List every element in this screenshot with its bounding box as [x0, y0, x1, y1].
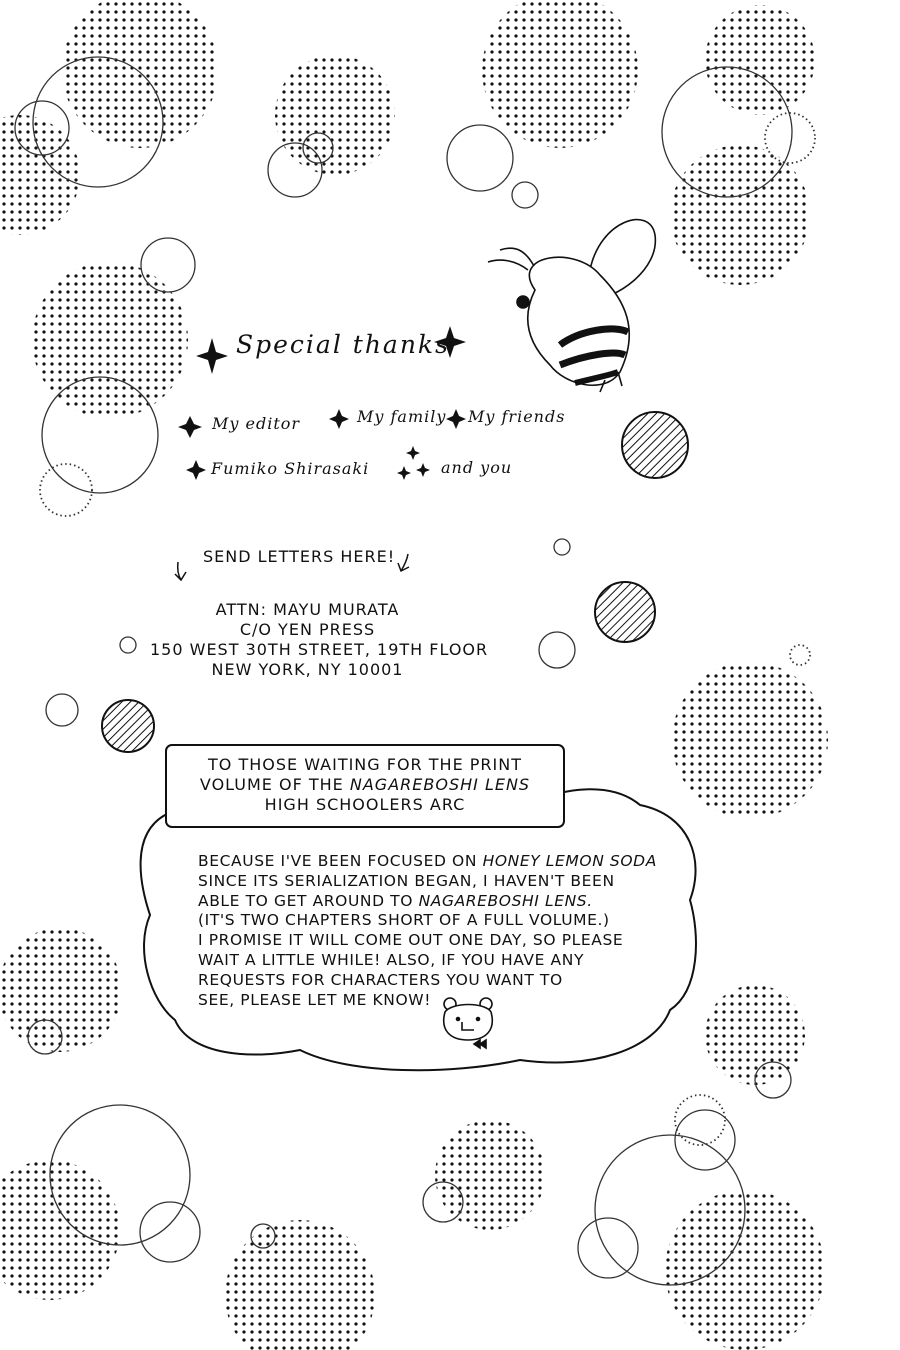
- note-body-line: I PROMISE IT WILL COME OUT ONE DAY, SO PLEASE: [198, 931, 624, 950]
- note-body: [198, 852, 657, 1010]
- thanks-item-editor: My editor: [212, 414, 301, 433]
- note-body-line: [198, 852, 657, 872]
- mailing-address: [150, 600, 489, 680]
- note-body-line: SINCE ITS SERIALIZATION BEGAN, I HAVEN'T BEEN: [198, 871, 615, 890]
- thanks-item-fumiko: Fumiko Shirasaki: [211, 459, 370, 478]
- note-heading-line: HIGH SCHOOLERS ARC: [264, 795, 466, 814]
- address-line: ATTN: MAYU MURATA: [215, 600, 400, 619]
- note-heading: [180, 755, 550, 815]
- note-body-text: BECAUSE I'VE BEEN FOCUSED ON: [198, 852, 478, 870]
- address-line: NEW YORK, NY 10001: [211, 660, 404, 679]
- send-letters-heading: SEND LETTERS HERE!: [203, 547, 396, 566]
- note-body-title: HONEY LEMON SODA: [482, 852, 657, 870]
- note-body-line: [198, 892, 628, 912]
- note-heading-line: [180, 775, 550, 795]
- hatched-circles: [102, 412, 688, 752]
- note-body-line: WAIT A LITTLE WHILE! ALSO, IF YOU HAVE ANY: [198, 950, 585, 969]
- address-line: 150 WEST 30TH STREET, 19TH FLOOR: [150, 640, 489, 659]
- special-thanks-title: Special thanks: [236, 330, 450, 359]
- note-body-title: NAGAREBOSHI LENS.: [418, 891, 593, 910]
- note-body-line: REQUESTS FOR CHARACTERS YOU WANT TO: [198, 970, 563, 989]
- note-body-line: (IT'S TWO CHAPTERS SHORT OF A FULL VOLUME.): [198, 911, 610, 930]
- thanks-item-friends: My friends: [468, 407, 566, 426]
- note-heading-title: NAGAREBOSHI LENS: [349, 775, 531, 794]
- thanks-item-family: My family: [357, 407, 447, 426]
- address-line: C/O YEN PRESS: [239, 620, 376, 639]
- note-body-text: ABLE TO GET AROUND TO: [198, 891, 414, 910]
- note-heading-line: TO THOSE WAITING FOR THE PRINT: [208, 755, 522, 774]
- note-heading-text: VOLUME OF THE: [199, 775, 344, 794]
- thanks-item-you: and you: [441, 458, 513, 477]
- note-body-line: SEE, PLEASE LET ME KNOW!: [198, 990, 432, 1009]
- bee-illustration: [488, 220, 655, 392]
